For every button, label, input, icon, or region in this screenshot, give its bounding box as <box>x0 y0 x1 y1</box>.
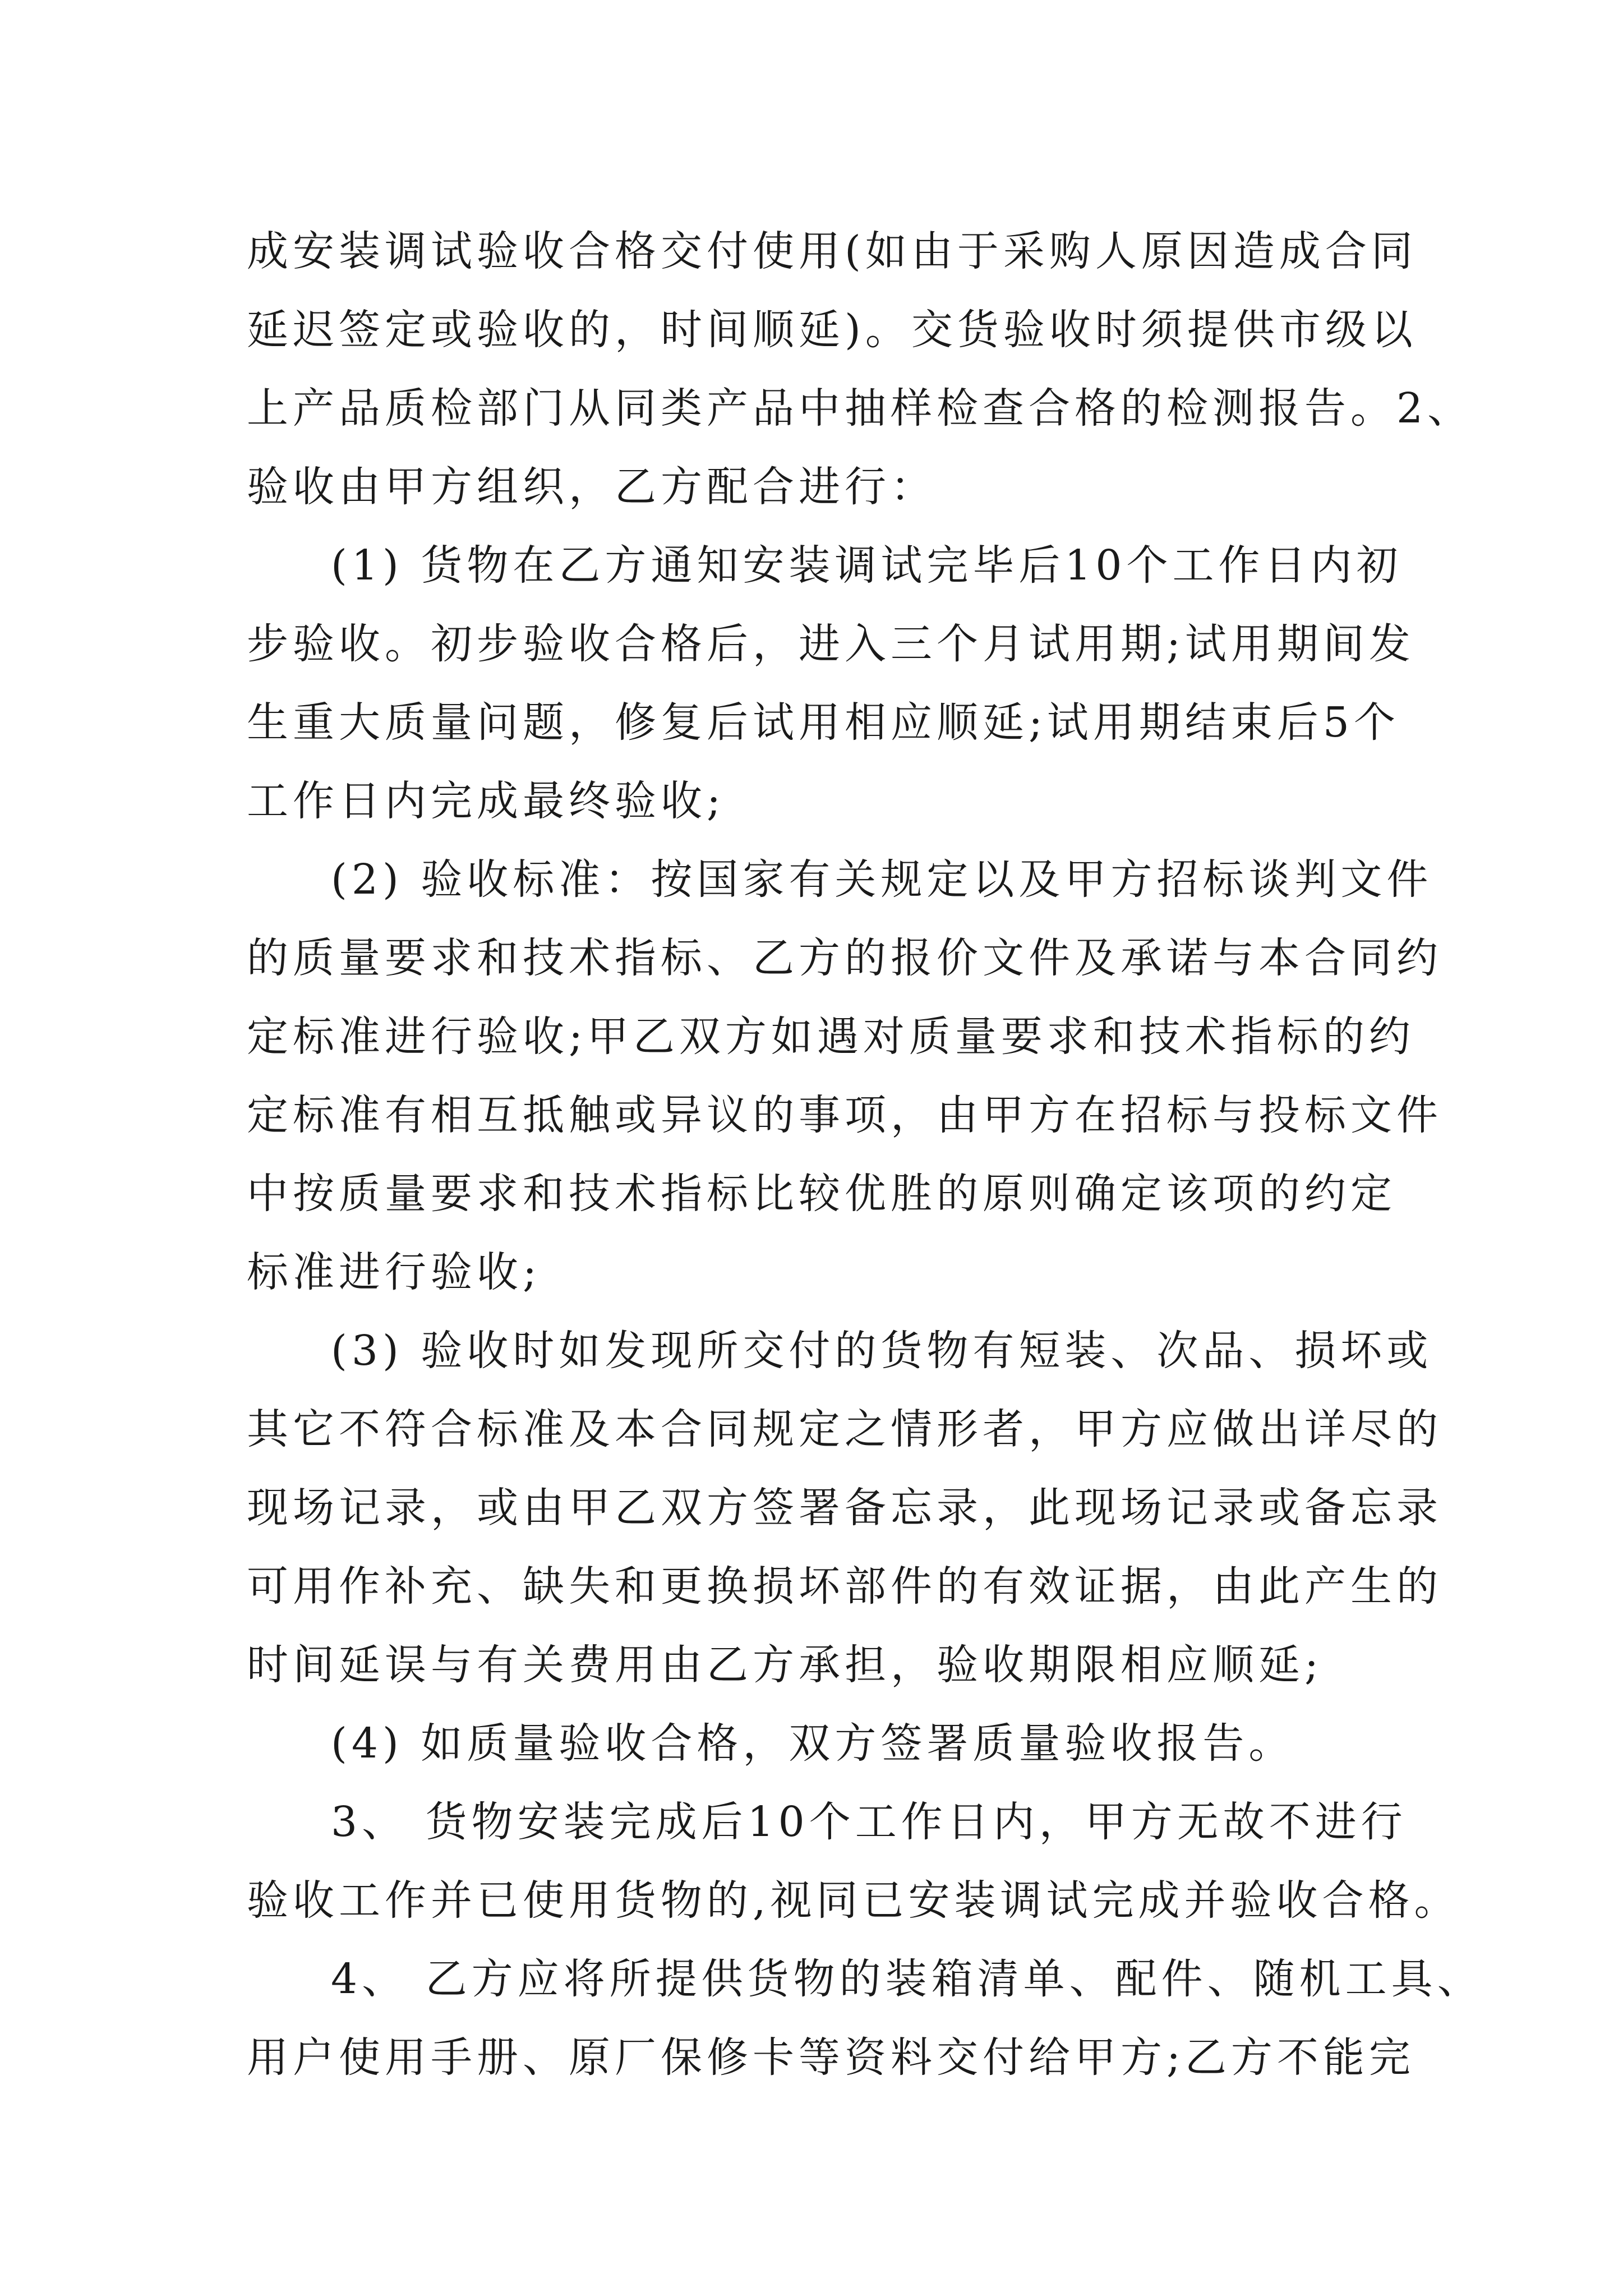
text-line: 延迟签定或验收的，时间顺延)。交货验收时须提供市级以 <box>247 306 1417 354</box>
text-line: 4、 乙方应将所提供货物的装箱清单、配件、随机工具、 <box>331 1955 1483 2003</box>
text-line: 验收由甲方组织，乙方配合进行： <box>247 463 937 511</box>
text-line: 生重大质量问题，修复后试用相应顺延;试用期结束后5个 <box>247 698 1400 747</box>
body-text <box>247 212 1483 2097</box>
text-line: 3、 货物安装完成后10个工作日内，甲方无故不进行 <box>331 1798 1407 1846</box>
text-line: 定标准有相互抵触或异议的事项，由甲方在招标与投标文件 <box>247 1091 1442 1139</box>
text-line: (2) 验收标准：按国家有关规定以及甲方招标谈判文件 <box>331 855 1433 904</box>
text-line: (1) 货物在乙方通知安装调试完毕后10个工作日内初 <box>331 541 1403 590</box>
text-line: 步验收。初步验收合格后，进入三个月试用期;试用期间发 <box>247 620 1415 668</box>
text-line: 上产品质检部门从同类产品中抽样检查合格的检测报告。2、 <box>247 384 1474 432</box>
text-line: 现场记录，或由甲乙双方签署备忘录，此现场记录或备忘录 <box>247 1484 1442 1532</box>
text-line: 可用作补充、缺失和更换损坏部件的有效证据，由此产生的 <box>247 1562 1442 1611</box>
text-line: 时间延误与有关费用由乙方承担，验收期限相应顺延; <box>247 1641 1323 1689</box>
text-line: 工作日内完成最终验收; <box>247 777 725 825</box>
text-line: 定标准进行验收;甲乙双方如遇对质量要求和技术指标的约 <box>247 1013 1415 1061</box>
text-line: 验收工作并已使用货物的,视同已安装调试完成并验收合格。 <box>247 1876 1460 1925</box>
text-line: 中按质量要求和技术指标比较优胜的原则确定该项的约定 <box>247 1170 1396 1218</box>
text-line: (3) 验收时如发现所交付的货物有短装、次品、损坏或 <box>331 1327 1433 1375</box>
text-line: 用户使用手册、原厂保修卡等资料交付给甲方;乙方不能完 <box>247 2033 1415 2082</box>
text-line: (4) 如质量验收合格，双方签署质量验收报告。 <box>331 1719 1295 1768</box>
text-line: 的质量要求和技术指标、乙方的报价文件及承诺与本合同约 <box>247 934 1442 982</box>
text-line: 成安装调试验收合格交付使用(如由于采购人原因造成合同 <box>247 227 1417 275</box>
text-line: 标准进行验收; <box>247 1248 541 1296</box>
text-line: 其它不符合标准及本合同规定之情形者，甲方应做出详尽的 <box>247 1405 1442 1453</box>
